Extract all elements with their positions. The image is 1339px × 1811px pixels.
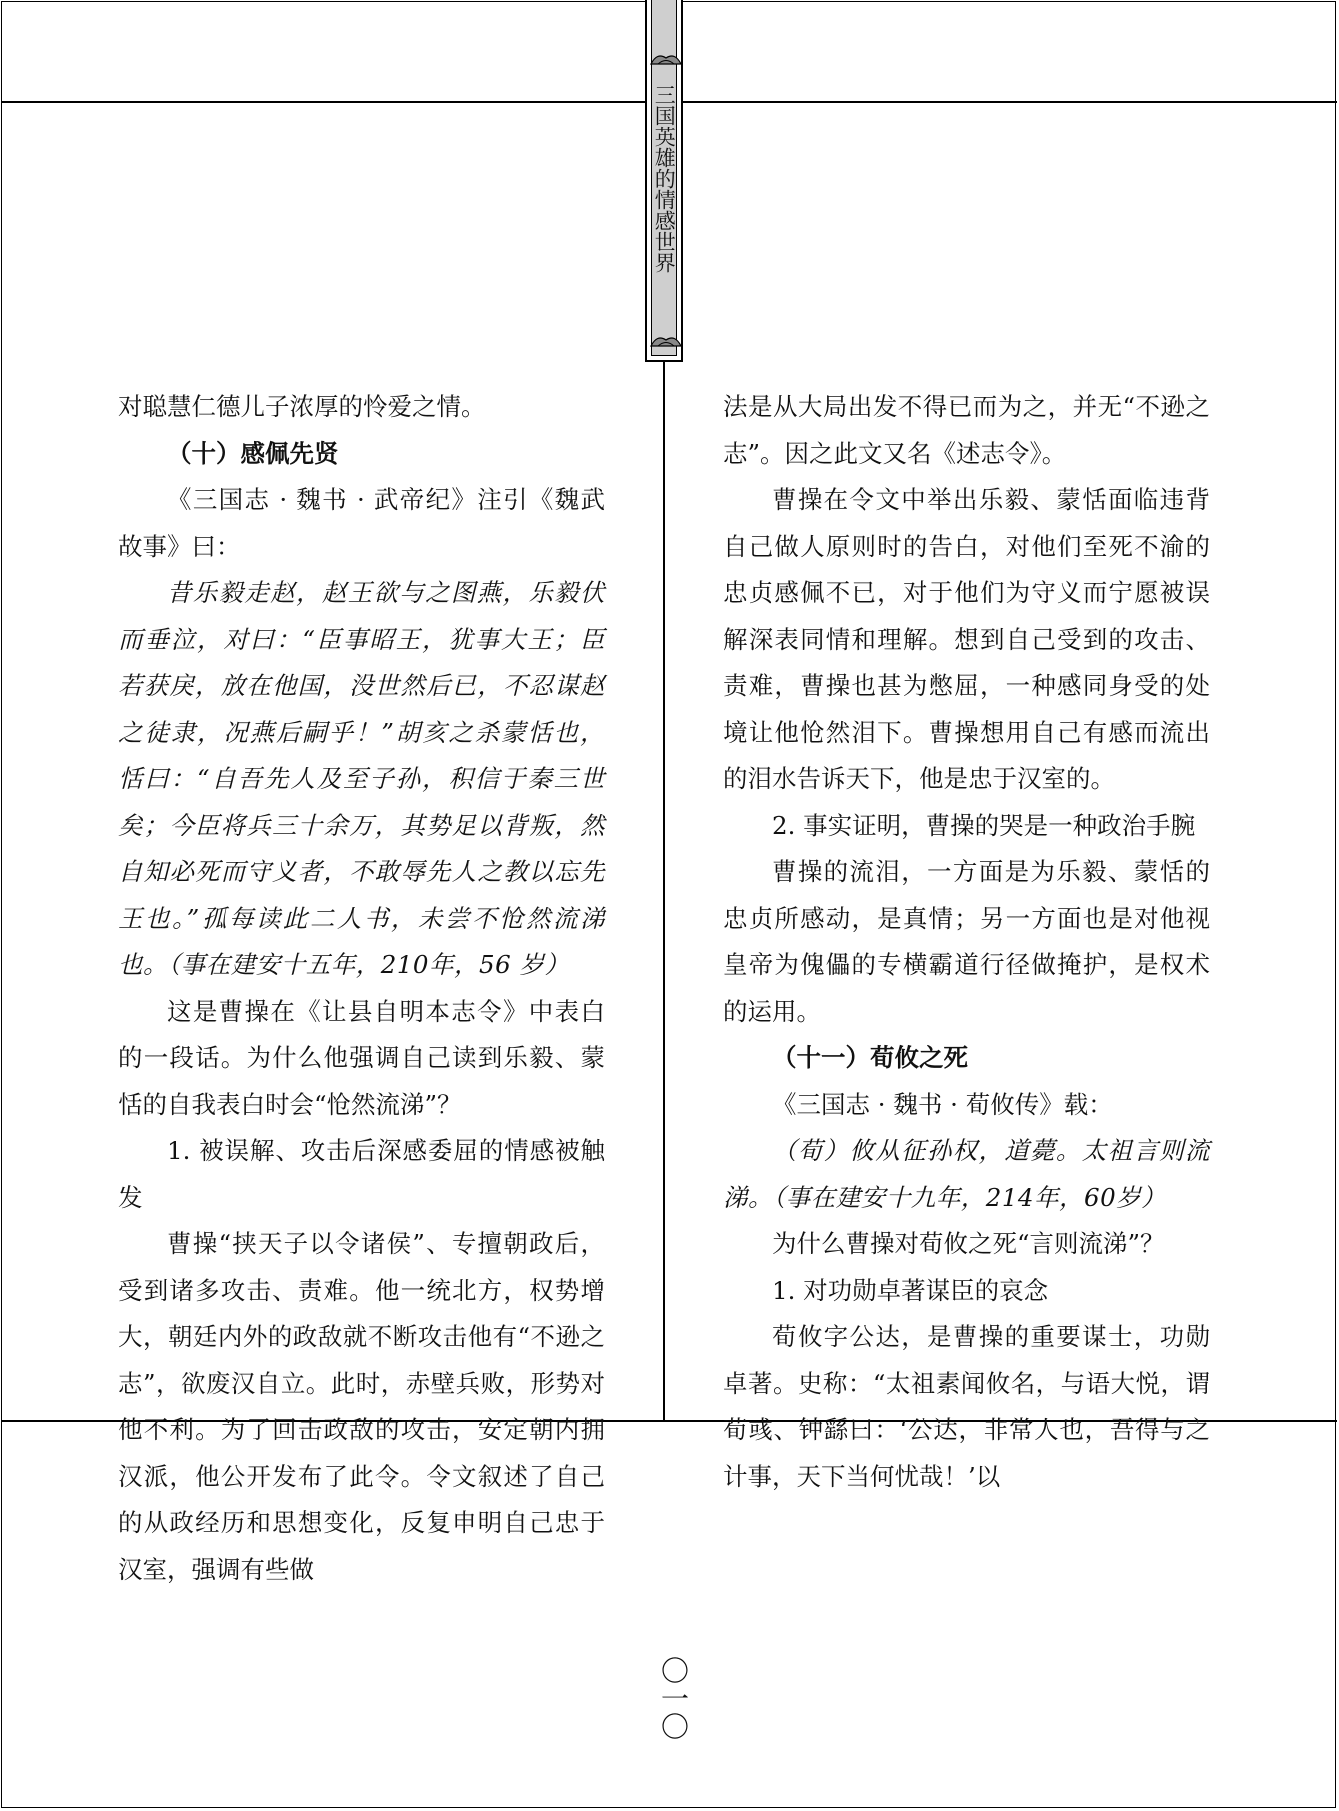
cloud-ornament-icon bbox=[649, 48, 683, 70]
section-heading: （十一）荀攸之死 bbox=[772, 1043, 968, 1072]
paragraph: 法是从大局出发不得已而为之，并无“不逊之志”。因之此文又名《述志令》。 bbox=[723, 392, 1210, 468]
subsection-heading: 2. 事实证明，曹操的哭是一种政治手腕 bbox=[772, 810, 1196, 840]
book-title: 三国英雄的情感世界 bbox=[652, 84, 677, 273]
column-divider bbox=[663, 362, 665, 1422]
paragraph: 曹操“挟天子以令诸侯”、专擅朝政后，受到诸多攻击、责难。他一统北方，权势增大，朝廷内外的政敌就不断攻击他有“不逊之志”，欲废汉自立。此时，赤壁兵败，形势对他不利。为了回击政敌的攻击，安定朝内拥汉派，他公开发布了此令。令文叙述了自己的从政经历和思想变化，反复申明自己忠于汉室，强调有些做 bbox=[118, 1229, 605, 1584]
paragraph: 曹操在令文中举出乐毅、蒙恬面临违背自己做人原则时的告白，对他们至死不渝的忠贞感佩不已，对于他们为守义而宁愿被误解深表同情和理解。想到自己受到的攻击、责难，曹操也甚为憋屈，一种感同身受的处境让他怆然泪下。曹操想用自己有感而流出的泪水告诉天下，他是忠于汉室的。 bbox=[723, 485, 1210, 793]
quotation: 昔乐毅走赵，赵王欲与之图燕，乐毅伏而垂泣，对曰：“臣事昭王，犹事大王；臣若获戾，放在他国，没世然后已，不忍谋赵之徒隶，况燕后嗣乎！”胡亥之杀蒙恬也，恬曰：“自吾先人及至子孙，积信于秦三世矣；今臣将兵三十余万，其势足以背叛，然自知必死而守义者，不敢辱先人之教以忘先王也。”孤每读此二人书，未尝不怆然流涕也。（事在建安十五年，210年，56 岁） bbox=[118, 578, 605, 979]
paragraph: 对聪慧仁德儿子浓厚的怜爱之情。 bbox=[118, 392, 486, 421]
left-column bbox=[118, 384, 605, 1593]
right-column bbox=[723, 384, 1210, 1500]
subsection-heading: 1. 对功勋卓著谋臣的哀念 bbox=[772, 1275, 1049, 1305]
paragraph: 这是曹操在《让县自明本志令》中表白的一段话。为什么他强调自己读到乐毅、蒙恬的自我表白时会“怆然流涕”？ bbox=[118, 996, 605, 1119]
paragraph: 《三国志 · 魏书 · 荀攸传》载： bbox=[772, 1089, 1113, 1119]
paragraph: 为什么曹操对荀攸之死“言则流涕”？ bbox=[772, 1229, 1165, 1258]
title-banner bbox=[645, 0, 683, 362]
paragraph: 荀攸字公达，是曹操的重要谋士，功勋卓著。史称：“太祖素闻攸名，与语大悦，谓荀彧、钟繇曰：‘公达，非常人也，吾得与之计事，天下当何忧哉！’以 bbox=[723, 1322, 1210, 1491]
cloud-ornament-icon bbox=[649, 330, 683, 352]
subsection-heading: 1. 被误解、攻击后深感委屈的情感被触发 bbox=[118, 1136, 605, 1212]
section-heading: （十）感佩先贤 bbox=[167, 438, 339, 468]
page-number: 〇一〇 bbox=[657, 1656, 690, 1740]
paragraph: 《三国志 · 魏书 · 武帝纪》注引《魏武故事》曰： bbox=[118, 485, 605, 561]
paragraph: 曹操的流泪，一方面是为乐毅、蒙恬的忠贞所感动，是真情；另一方面也是对他视皇帝为傀儡的专横霸道行径做掩护，是权术的运用。 bbox=[723, 857, 1210, 1026]
quotation: （荀）攸从征孙权，道薨。太祖言则流涕。（事在建安十九年，214年，60岁） bbox=[723, 1136, 1210, 1212]
